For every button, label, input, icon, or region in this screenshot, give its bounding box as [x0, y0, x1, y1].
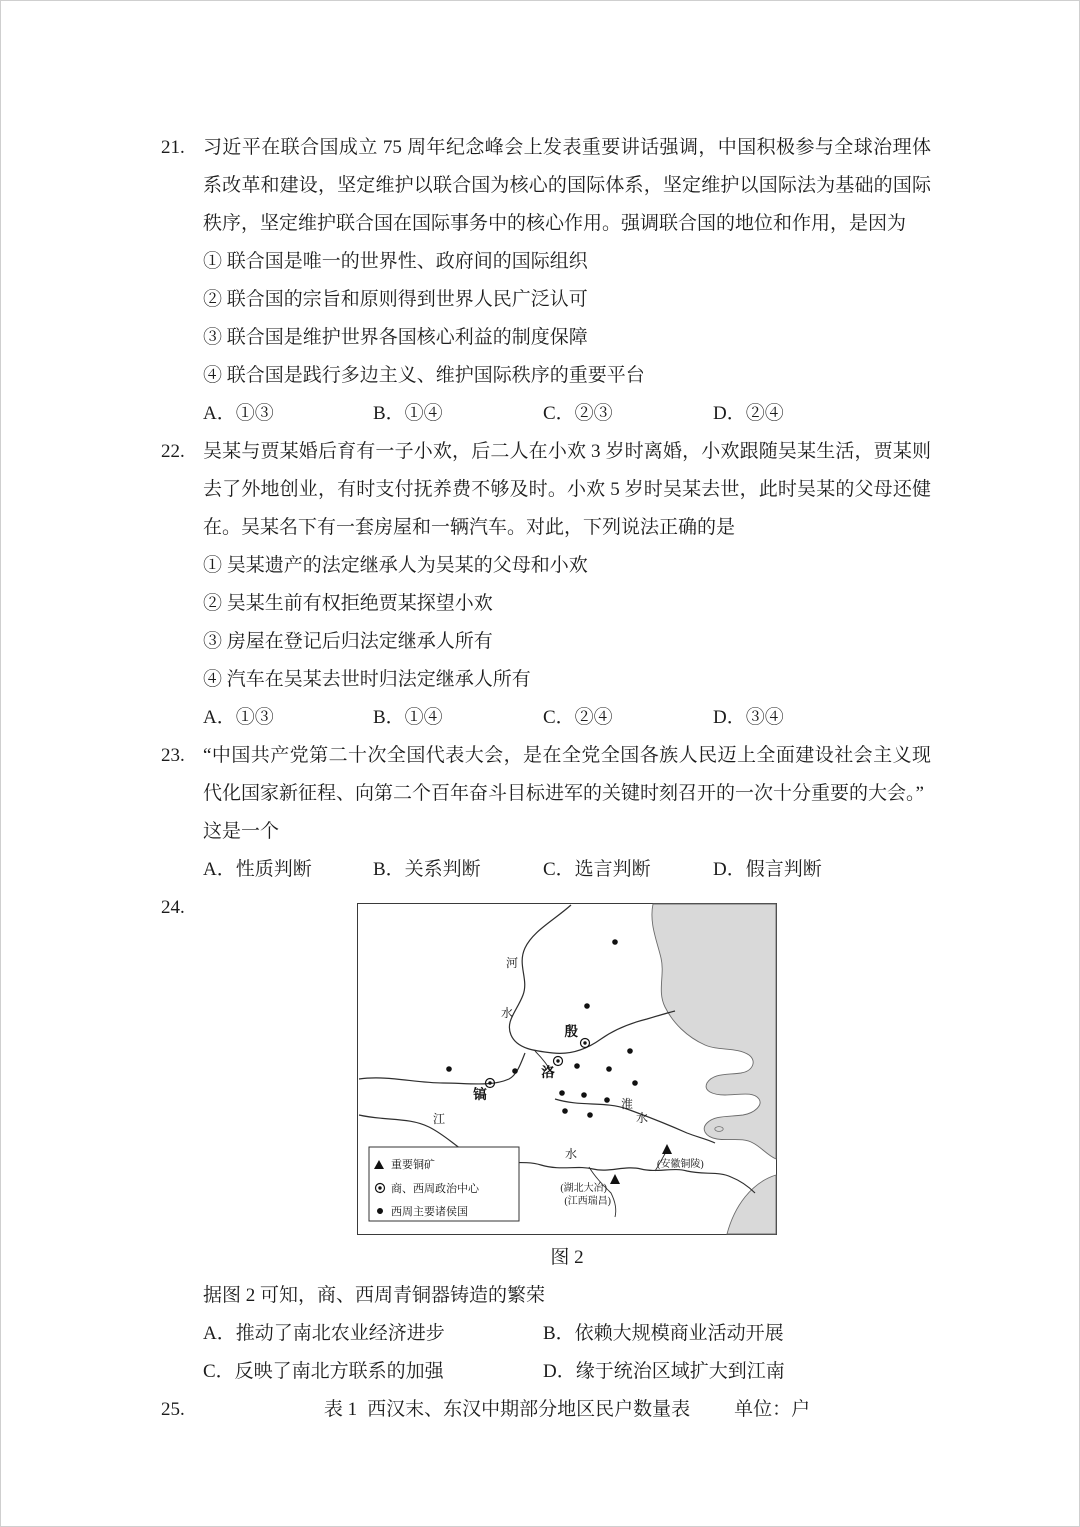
question-23 [161, 737, 931, 889]
question-25-body [203, 1391, 931, 1429]
label-huai-river-char2: 水 [635, 1111, 649, 1125]
legend-mine-label: 重要铜矿 [391, 1159, 435, 1171]
question-22 [161, 433, 931, 737]
question-21 [161, 129, 931, 433]
table-1-unit: 单位：户 [734, 1399, 811, 1420]
question-21-item-2: ② 联合国的宗旨和原则得到世界人民广泛认可 [203, 289, 588, 310]
question-23-tail: 这是一个 [203, 821, 280, 842]
question-22-option-d: D．③④ [713, 707, 784, 728]
table-1-label: 表 1 [323, 1399, 358, 1420]
table-1-caption [203, 1391, 931, 1429]
label-hao: 镐 [473, 1087, 487, 1102]
table-1-title: 西汉末、东汉中期部分地区民户数量表 [367, 1399, 691, 1420]
question-24 [161, 889, 931, 1391]
question-21-row [161, 129, 931, 433]
question-23-body [203, 737, 931, 889]
shang-zhou-bronze-map [357, 903, 777, 1235]
question-21-options [203, 395, 931, 433]
question-25 [161, 1391, 931, 1429]
question-22-stem: 吴某与贾某婚后育有一子小欢，后二人在小欢 3 岁时离婚，小欢跟随吴某生活，贾某则去了外地创业，有时支付抚养费不够及时。小欢 5 岁时吴某去世，此时吴某的父母还健在。吴某名下有一套房屋和一辆汽车。对此，下列说法正确的是 [203, 441, 931, 538]
label-jiangxi-ruichang: (江西瑞昌) [564, 1196, 611, 1207]
question-22-item-1: ① 吴某遗产的法定继承人为吴某的父母和小欢 [203, 555, 588, 576]
question-22-option-a: A．①③ [203, 707, 274, 728]
question-24-option-d: D．缘于统治区域扩大到江南 [543, 1361, 785, 1382]
question-24-options-row-2 [203, 1353, 931, 1391]
question-21-option-c: C．②③ [543, 403, 613, 424]
question-23-option-b: B．关系判断 [373, 859, 481, 880]
question-22-number: 22. [161, 441, 185, 462]
capital-symbol-core [488, 1081, 491, 1084]
vassal-state-dot [446, 1066, 452, 1072]
question-22-item-3: ③ 房屋在登记后归法定继承人所有 [203, 631, 493, 652]
question-25-number: 25. [161, 1399, 185, 1420]
map-legend [369, 1147, 519, 1221]
label-hubei-daye: (湖北大冶) [560, 1183, 607, 1194]
label-he-river-char2: 水 [500, 1006, 514, 1020]
vassal-state-dot [584, 1003, 590, 1009]
question-22-option-b: B．①④ [373, 707, 443, 728]
question-23-stem: “中国共产党第二十次全国代表大会，是在全党全国各族人民迈上全面建设社会主义现代化国家新征程、向第二个百年奋斗目标进军的关键时刻召开的一次十分重要的大会。” [203, 745, 931, 804]
question-24-number: 24. [161, 897, 185, 918]
question-23-options [203, 851, 931, 889]
vassal-state-dot [559, 1090, 565, 1096]
question-24-prompt: 据图 2 可知，商、西周青铜器铸造的繁荣 [203, 1285, 546, 1306]
question-22-item-4: ④ 汽车在吴某去世时归法定继承人所有 [203, 669, 531, 690]
question-21-body [203, 129, 931, 433]
label-huai-river-char1: 淮 [620, 1097, 634, 1111]
coastal-island [715, 1127, 723, 1132]
label-luo: 洛 [541, 1065, 555, 1080]
question-22-option-c: C．②④ [543, 707, 613, 728]
question-24-option-c: C．反映了南北方联系的加强 [203, 1361, 444, 1382]
vassal-state-dot [562, 1108, 568, 1114]
question-24-options-row-1 [203, 1315, 931, 1353]
question-24-body [203, 889, 931, 1391]
question-22-item-2: ② 吴某生前有权拒绝贾某探望小欢 [203, 593, 493, 614]
legend-state-icon [377, 1208, 383, 1214]
vassal-state-dot [612, 939, 618, 945]
question-25-row [161, 1391, 931, 1429]
label-jiang-river-char2: 水 [564, 1147, 578, 1161]
question-24-row [161, 889, 931, 1391]
question-21-option-b: B．①④ [373, 403, 443, 424]
vassal-state-dot [587, 1112, 593, 1118]
question-21-item-3: ③ 联合国是维护世界各国核心利益的制度保障 [203, 327, 588, 348]
question-21-item-4: ④ 联合国是践行多边主义、维护国际秩序的重要平台 [203, 365, 645, 386]
question-23-option-a: A．性质判断 [203, 859, 312, 880]
figure-2 [357, 903, 777, 1235]
question-21-item-1: ① 联合国是唯一的世界性、政府间的国际组织 [203, 251, 588, 272]
capital-symbol-core [556, 1059, 559, 1062]
label-anhui-tongling: (安徽铜陵) [657, 1159, 704, 1170]
question-23-row [161, 737, 931, 889]
vassal-state-dot [632, 1080, 638, 1086]
label-he-river-char1: 河 [505, 956, 519, 970]
question-22-row [161, 433, 931, 737]
vassal-state-dot [606, 1066, 612, 1072]
label-jiang-river-char1: 江 [432, 1112, 446, 1126]
question-22-body [203, 433, 931, 737]
figure-2-caption: 图 2 [550, 1247, 584, 1268]
legend-capital-icon-core [378, 1186, 381, 1189]
vassal-state-dot [604, 1097, 610, 1103]
question-23-option-d: D．假言判断 [713, 859, 822, 880]
vassal-state-dot [581, 1092, 587, 1098]
question-21-option-d: D．②④ [713, 403, 784, 424]
question-23-option-c: C．选言判断 [543, 859, 651, 880]
vassal-state-dot [574, 1063, 580, 1069]
question-23-number: 23. [161, 745, 185, 766]
capital-symbol-core [583, 1041, 586, 1044]
question-24-option-b: B．依赖大规模商业活动开展 [543, 1323, 784, 1344]
vassal-state-dot [512, 1068, 518, 1074]
question-21-number: 21. [161, 137, 185, 158]
question-21-option-a: A．①③ [203, 403, 274, 424]
legend-state-label: 西周主要诸侯国 [391, 1206, 468, 1218]
label-yin: 殷 [564, 1024, 578, 1039]
legend-capital-label: 商、西周政治中心 [391, 1183, 479, 1195]
question-24-option-a: A．推动了南北农业经济进步 [203, 1323, 445, 1344]
question-21-stem: 习近平在联合国成立 75 周年纪念峰会上发表重要讲话强调，中国积极参与全球治理体系改革和建设，坚定维护以联合国为核心的国际体系，坚定维护以国际法为基础的国际秩序，坚定维护联合国在国际事务中的核心作用。强调联合国的地位和作用，是因为 [203, 137, 931, 234]
question-22-options [203, 699, 931, 737]
vassal-state-dot [627, 1048, 633, 1054]
